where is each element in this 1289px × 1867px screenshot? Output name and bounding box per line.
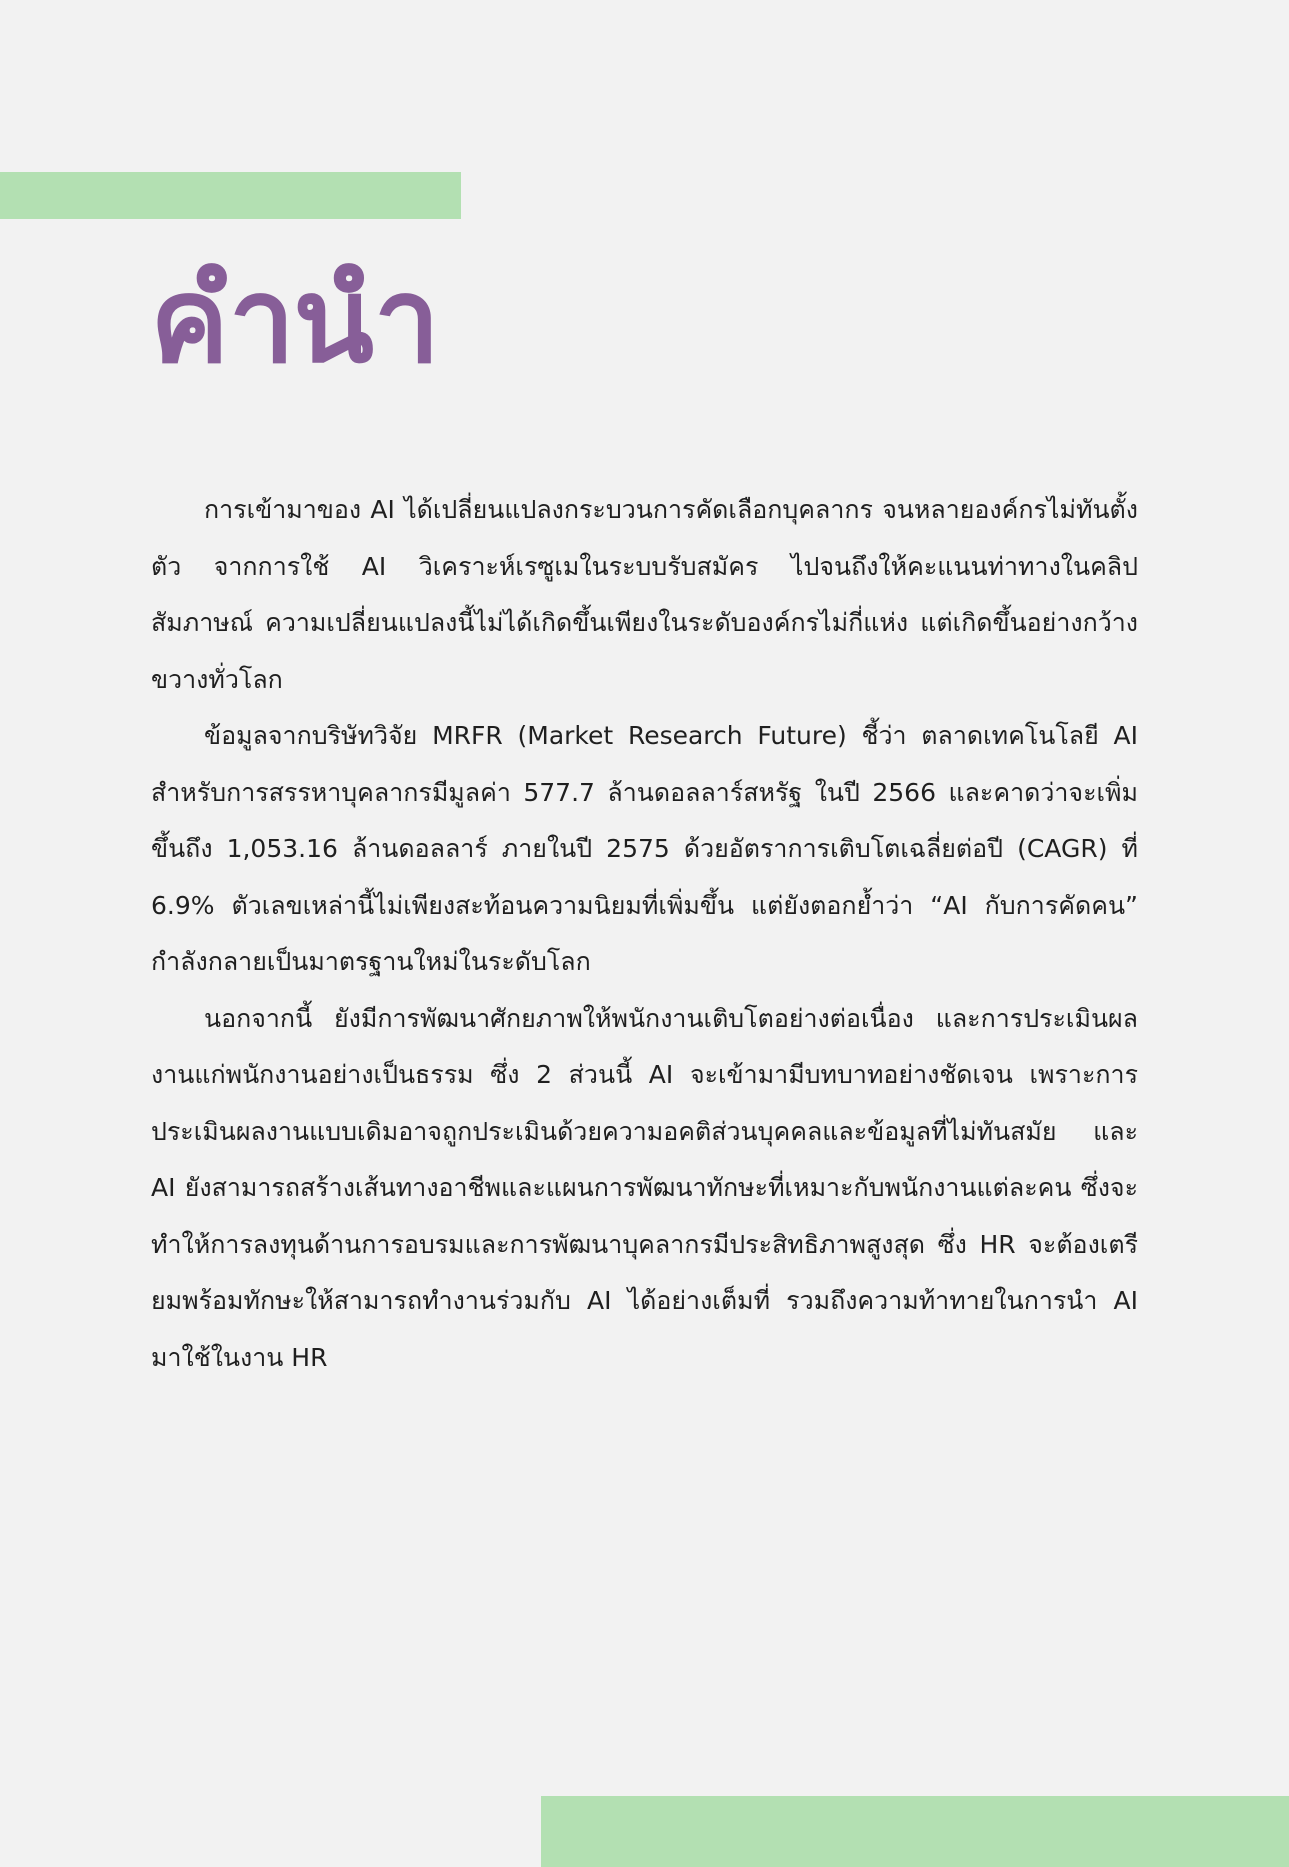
paragraph-2: ข้อมูลจากบริษัทวิจัย MRFR (Market Research Future) ชี้ว่า ตลาดเทคโนโลยี AI สำหรับการสรรหาบุคลากรมีมูลค่า 577.7 ล้านดอลลาร์สหรัฐ ในปี 2566 และคาดว่าจะเพิ่มขึ้นถึง 1,053.16 ล้านดอลลาร์ ภายในปี 2575 ด้วยอัตราการเติบโตเฉลี่ยต่อปี (CAGR) ที่ 6.9% ตัวเลขเหล่านี้ไม่เพียงสะท้อนความนิยมที่เพิ่มขึ้น แต่ยังตอกย้ำว่า “AI กับการคัดคน” กำลังกลายเป็นมาตรฐานใหม่ในระดับโลก (151, 721, 1138, 976)
paragraph-1: การเข้ามาของ AI ได้เปลี่ยนแปลงกระบวนการคัดเลือกบุคลากร จนหลายองค์กรไม่ทันตั้งตัว จากการใช้ AI วิเคราะห์เรซูเมในระบบรับสมัคร ไปจนถึงให้คะแนนท่าทางในคลิปสัมภาษณ์ ความเปลี่ยนแปลงนี้ไม่ได้เกิดขึ้นเพียงในระดับองค์กรไม่กี่แห่ง แต่เกิดขึ้นอย่างกว้างขวางทั่วโลก (151, 495, 1138, 694)
body-text (151, 482, 1138, 1386)
bottom-accent-bar (541, 1796, 1289, 1867)
paragraph-3: นอกจากนี้ ยังมีการพัฒนาศักยภาพให้พนักงานเติบโตอย่างต่อเนื่อง และการประเมินผลงานแก่พนักงานอย่างเป็นธรรม ซึ่ง 2 ส่วนนี้ AI จะเข้ามามีบทบาทอย่างชัดเจน เพราะการประเมินผลงานแบบเดิมอาจถูกประเมินด้วยความอคติส่วนบุคคลและข้อมูลที่ไม่ทันสมัย และ AI ยังสามารถสร้างเส้นทางอาชีพและแผนการพัฒนาทักษะที่เหมาะกับพนักงานแต่ละคน ซึ่งจะทำให้การลงทุนด้านการอบรมและการพัฒนาบุคลากรมีประสิทธิภาพสูงสุด ซึ่ง HR จะต้องเตรียมพร้อมทักษะให้สามารถทำงานร่วมกับ AI ได้อย่างเต็มที่ รวมถึงความท้าทายในการนำ AI มาใช้ในงาน HR (151, 1003, 1138, 1372)
top-accent-bar (0, 172, 461, 219)
page-title: คำนำ (150, 251, 439, 389)
